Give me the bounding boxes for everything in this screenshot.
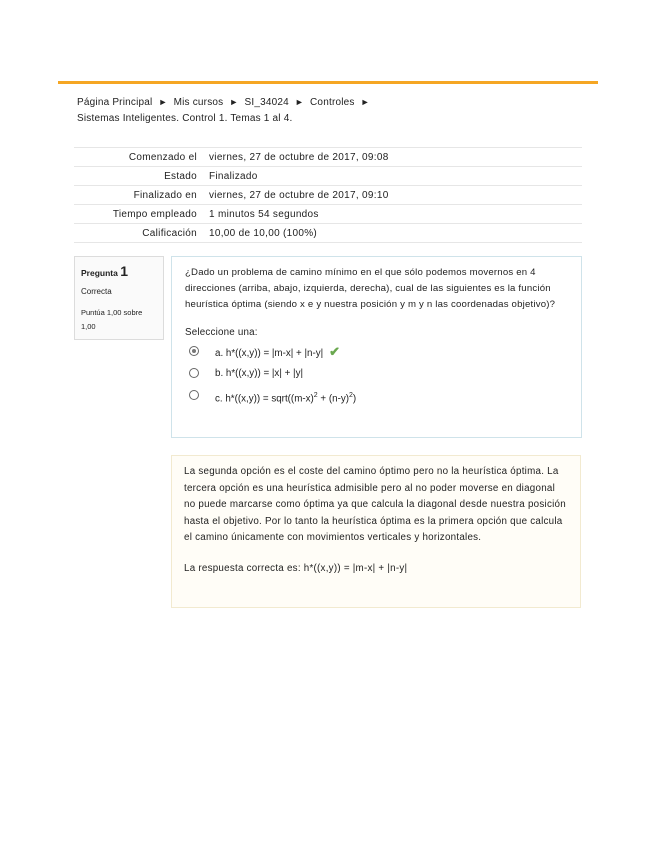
answer-option-a-text: a. h*((x,y)) = |m-x| + |n-y| (215, 348, 324, 359)
answer-option-c[interactable] (185, 385, 568, 407)
right-answer: La respuesta correcta es: h*((x,y)) = |m-x| + |n-y| (184, 562, 408, 574)
answer-option-b[interactable] (185, 363, 568, 385)
question-number (81, 263, 157, 279)
summary-label: Tiempo empleado (74, 205, 209, 224)
question-state: Correcta (81, 287, 112, 296)
checkmark-icon: ✔ (329, 344, 341, 359)
summary-value: 10,00 de 10,00 (100%) (209, 224, 582, 243)
summary-label: Comenzado el (74, 148, 209, 167)
attempt-summary-table (74, 147, 582, 243)
summary-label: Finalizado en (74, 186, 209, 205)
question-number-value: 1 (120, 263, 129, 279)
general-feedback: La segunda opción es el coste del camino óptimo pero no la heurística óptima. La tercera opción es una heurística admisible pero al no poder moverse en diagonal no puede marcarse como óptima ya que calcula la diagonal desde nuestra posición hasta el objetivo. Por lo tanto la heurística óptima es la primera opción que calcula el camino únicamente con movimientos verticales y horizontales. (184, 466, 566, 543)
question-number-label: Pregunta (81, 268, 118, 278)
summary-value: Finalizado (209, 167, 582, 186)
answer-option-c-part: c. h*((x,y)) = sqrt((m-x) (215, 393, 314, 405)
summary-row (74, 186, 582, 205)
answer-option-c-part: + (n-y) (317, 393, 349, 405)
breadcrumb-current-quiz-link[interactable]: Sistemas Inteligentes. Control 1. Temas 1 al 4. (77, 113, 293, 124)
question-info-panel (74, 256, 164, 340)
question-text: ¿Dado un problema de camino mínimo en el que sólo podemos movernos en 4 direcciones (arriba, abajo, izquierda, derecha), cual de las siguientes es la función heurística óptima (siendo x e y nuestra posición y m y n las coordenadas objetivo)? (185, 267, 556, 310)
summary-label: Calificación (74, 224, 209, 243)
summary-label: Estado (74, 167, 209, 186)
breadcrumb-home-link[interactable]: Página Principal (77, 97, 153, 108)
summary-value: 1 minutos 54 segundos (209, 205, 582, 224)
breadcrumb (77, 94, 597, 127)
summary-row (74, 224, 582, 243)
superscript: 2 (313, 392, 318, 399)
answer-option-label (215, 341, 340, 365)
summary-value: viernes, 27 de octubre de 2017, 09:08 (209, 148, 582, 167)
breadcrumb-separator-icon: ► (229, 97, 239, 107)
header-accent-bar (58, 81, 598, 84)
superscript: 2 (349, 392, 353, 399)
radio-selected-icon[interactable] (189, 346, 199, 356)
summary-row (74, 167, 582, 186)
summary-row (74, 148, 582, 167)
summary-row (74, 205, 582, 224)
breadcrumb-course-link[interactable]: SI_34024 (244, 97, 289, 108)
breadcrumb-separator-icon: ► (158, 97, 168, 107)
breadcrumb-controls-link[interactable]: Controles (310, 97, 355, 108)
answer-option-a[interactable] (185, 341, 568, 363)
breadcrumb-my-courses-link[interactable]: Mis cursos (173, 97, 224, 108)
question-content-box (171, 256, 582, 438)
feedback-box (171, 455, 581, 608)
question-grade: Puntúa 1,00 sobre 1,00 (81, 308, 143, 331)
answer-option-c-part: ) (352, 393, 357, 405)
summary-value: viernes, 27 de octubre de 2017, 09:10 (209, 186, 582, 205)
answer-option-b-text: b. h*((x,y)) = |x| + |y| (215, 368, 304, 379)
breadcrumb-separator-icon: ► (294, 97, 305, 107)
breadcrumb-separator-icon: ► (360, 97, 370, 107)
answer-option-c-text (215, 385, 356, 410)
answer-prompt: Seleccione una: (185, 327, 258, 338)
radio-unselected-icon[interactable] (189, 368, 199, 378)
radio-unselected-icon[interactable] (189, 390, 199, 400)
